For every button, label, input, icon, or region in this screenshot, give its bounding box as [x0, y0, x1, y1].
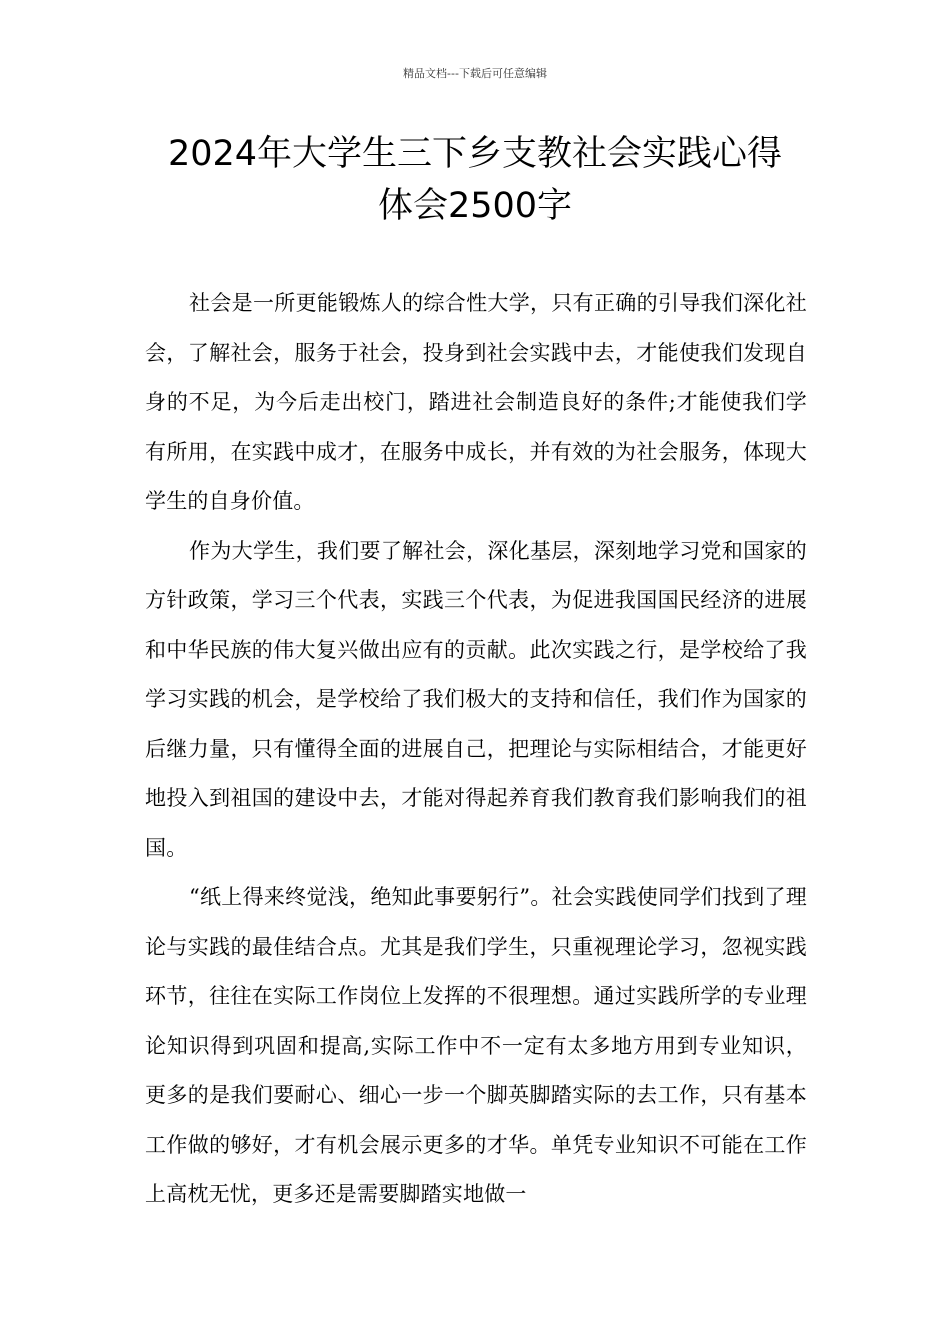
document-title [130, 128, 820, 232]
title-line-1: 2024年大学生三下乡支教社会实践心得 [167, 134, 783, 174]
page-header: 精品文档---下载后可任意编辑 [403, 67, 547, 80]
paragraph: “纸上得来终觉浅，绝知此事要躬行”。社会实践使同学们找到了理论与实践的最佳结合点。尤其是我们学生，只重视理论学习，忽视实践环节，往往在实际工作岗位上发挥的不很理想。通过实践所学的专业理论知识得到巩固和提高,实际工作中不一定有太多地方用到专业知识，更多的是我们要耐心、细心一步一个脚英脚踏实际的去工作，只有基本工作做的够好，才有机会展示更多的才华。单凭专业知识不可能在工作上高枕无忧，更多还是需要脚踏实地做一 [145, 885, 807, 1206]
paragraph: 作为大学生，我们要了解社会，深化基层，深刻地学习党和国家的方针政策，学习三个代表，实践三个代表，为促进我国国民经济的进展和中华民族的伟大复兴做出应有的贡献。此次实践之行，是学校给了我学习实践的机会，是学校给了我们极大的支持和信任，我们作为国家的后继力量，只有懂得全面的进展自己，把理论与实际相结合，才能更好地投入到祖国的建设中去，才能对得起养育我们教育我们影响我们的祖国。 [145, 538, 807, 860]
title-line-2: 体会2500字 [377, 186, 573, 226]
paragraph: 社会是一所更能锻炼人的综合性大学，只有正确的引导我们深化社会，了解社会，服务于社会，投身到社会实践中去，才能使我们发现自身的不足，为今后走出校门，踏进社会制造良好的条件;才能使我们学有所用，在实践中成才，在服务中成长，并有效的为社会服务，体现大学生的自身价值。 [145, 291, 807, 513]
document-body [145, 279, 807, 1220]
